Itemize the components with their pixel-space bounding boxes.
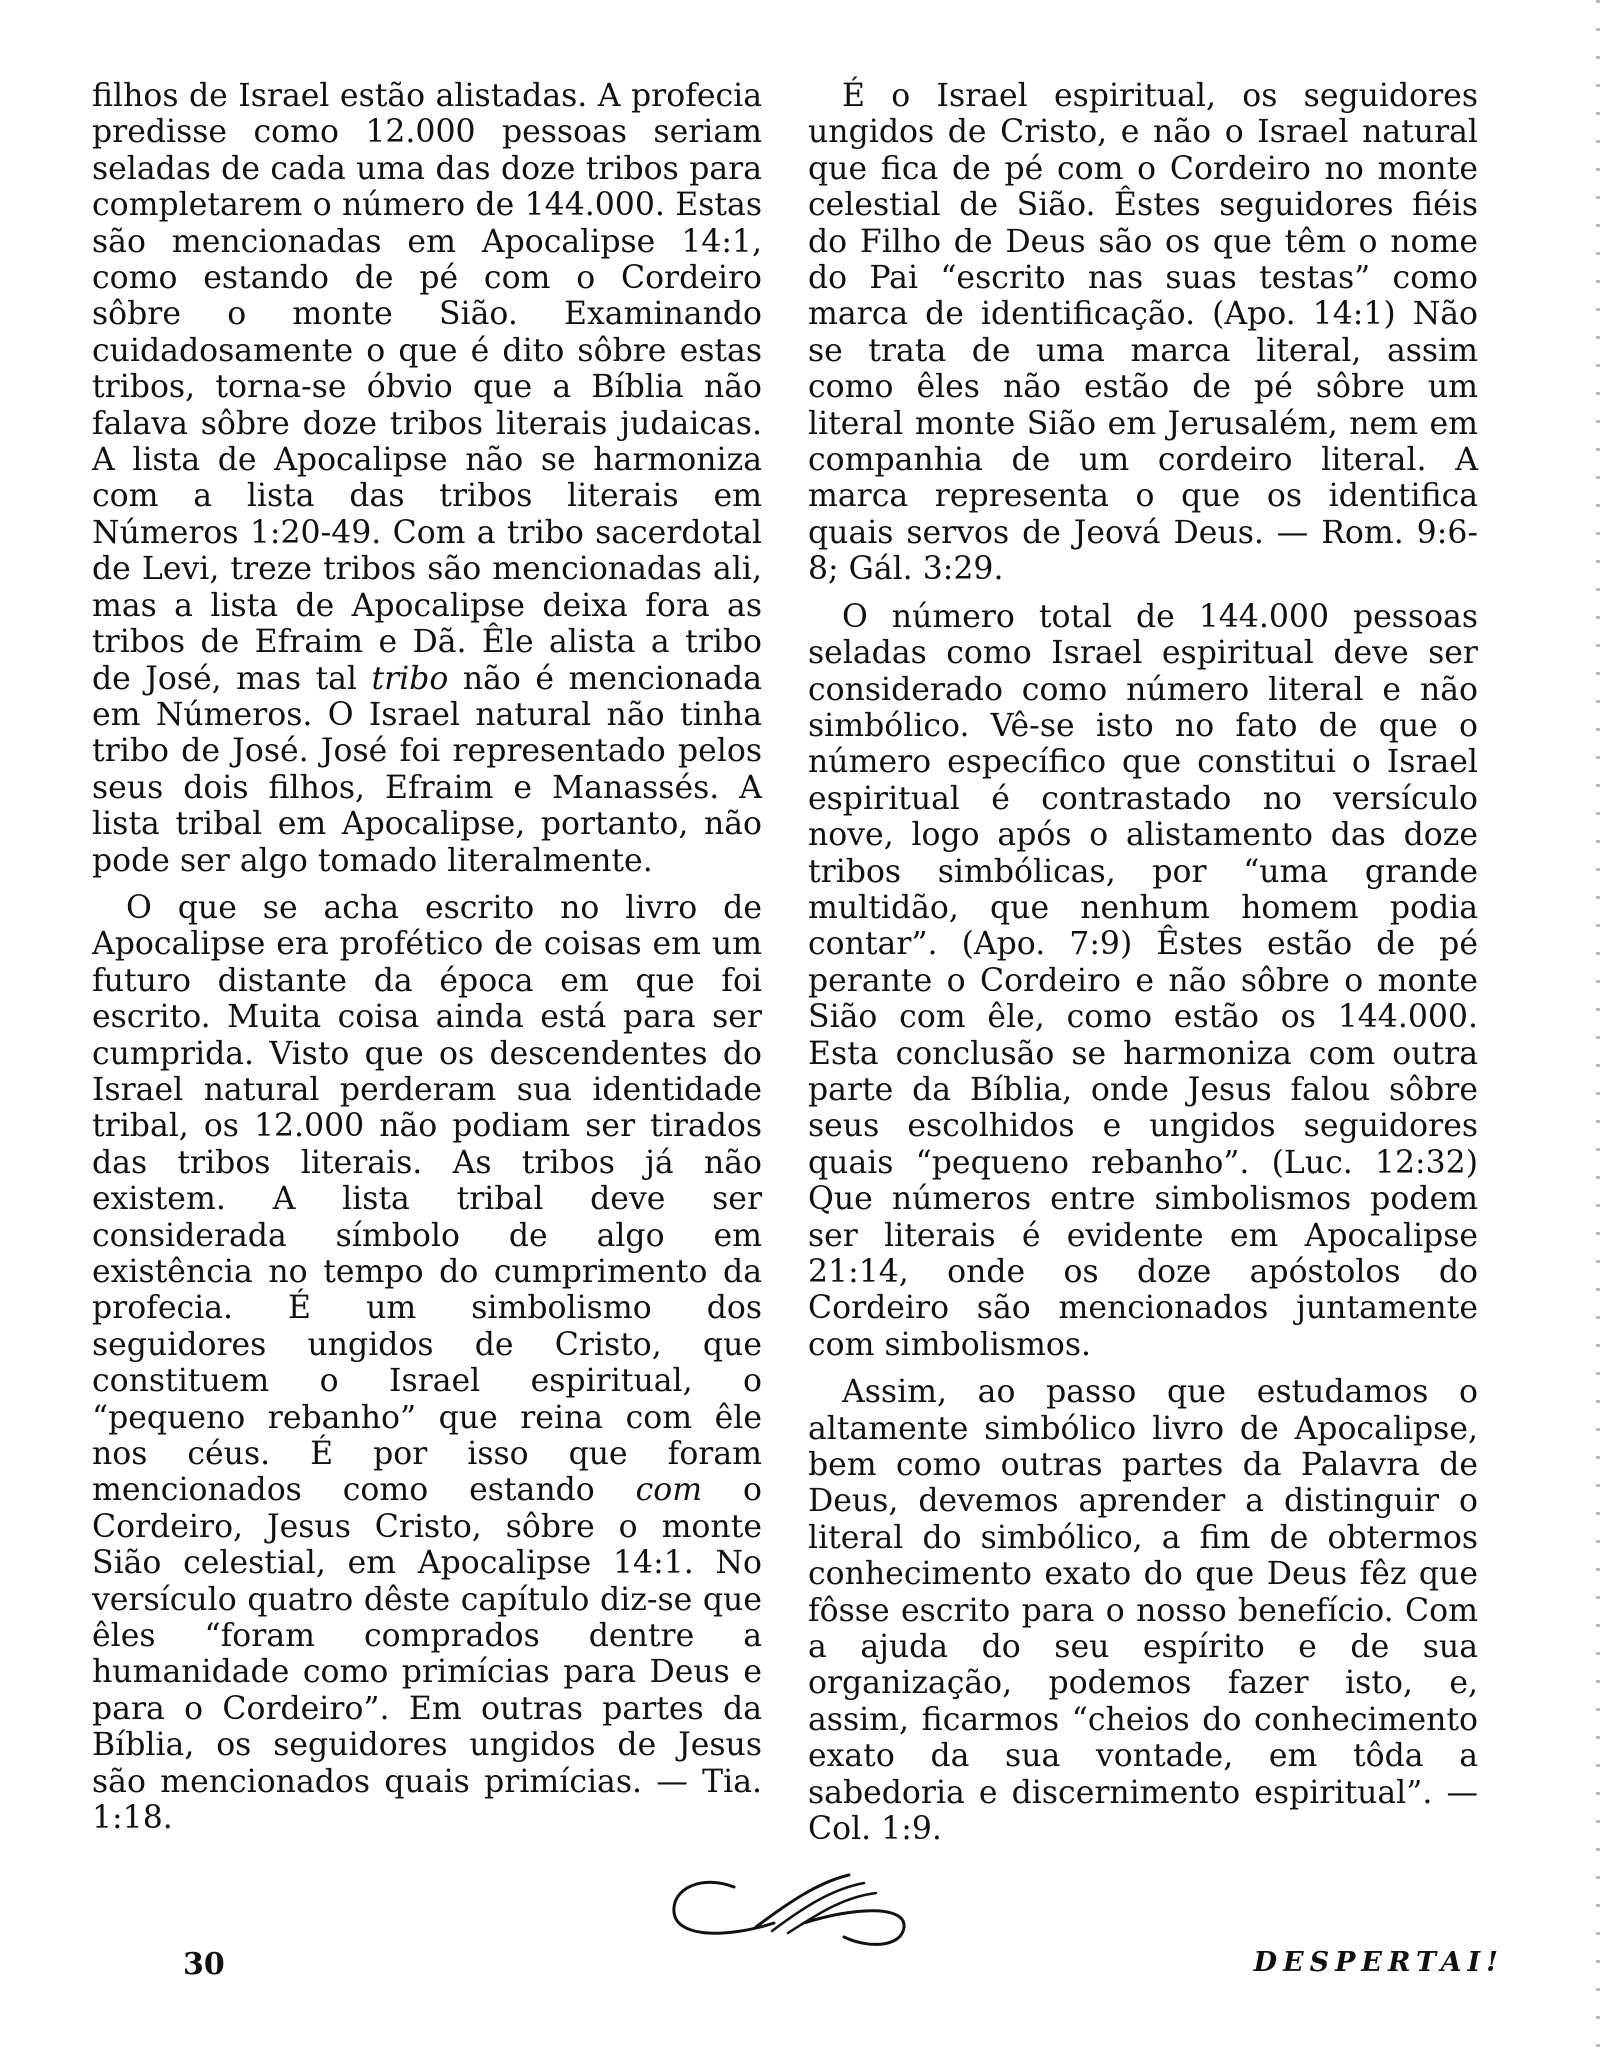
flourish-ornament-icon — [664, 1857, 914, 1953]
left-column — [92, 78, 762, 1848]
text-run: É o Israel espiritual, os seguidores ungidos de Cristo, e não o Israel natural que fica de pé com o Cordeiro no monte celestial de Sião. Êstes seguidores fiéis do Filho de Deus são os que têm o nome do Pai “escrito nas suas testas” como marca de identificação. (Apo. 14:1) Não se trata de uma marca literal, assim como êles não estão de pé sôbre um literal monte Sião em Jerusalém, nem em companhia de um cordeiro literal. A marca representa o que os identifica quais servos de Jeová Deus. — Rom. 9:6-8; Gál. 3:29. — [808, 78, 1478, 588]
scan-edge-marks — [1596, 0, 1600, 2064]
text-run: não é mencionada em Números. O Israel natural não tinha tribo de José. José foi representado pelos seus dois filhos, Efraim e Manassés. A lista tribal em Apocalipse, portanto, não pode ser algo tomado literalmente. — [92, 660, 762, 879]
text-run: o Cordeiro, Jesus Cristo, sôbre o monte Sião celestial, em Apocalipse 14:1. No versículo quatro dêste capítulo diz-se que êles “foram comprados dentre a humanidade como primícias para Deus e para o Cordeiro”. Em outras partes da Bíblia, os seguidores ungidos de Jesus são mencionados quais primícias. — Tia. 1:18. — [92, 1472, 763, 1837]
paragraph — [808, 599, 1478, 1364]
page-number: 30 — [183, 1947, 225, 1982]
paragraph — [92, 890, 762, 1837]
italic-text: com — [635, 1472, 703, 1509]
text-run: filhos de Israel estão alistadas. A profecia predisse como 12.000 pessoas seriam seladas de cada uma das doze tribos para completarem o número de 144.000. Estas são mencionadas em Apocalipse 14:1, como estando de pé com o Cordeiro sôbre o monte Sião. Examinando cuidadosamente o que é dito sôbre estas tribos, torna-se óbvio que a Bíblia não falava sôbre doze tribos literais judaicas. A lista de Apocalipse não se harmoniza com a lista das tribos literais em Números 1:20-49. Com a tribo sacerdotal de Levi, treze tribos são mencionadas ali, mas a lista de Apocalipse deixa fora as tribos de Efraim e Dã. Êle alista a tribo de José, mas tal — [92, 78, 762, 697]
magazine-title: DESPERTAI! — [1253, 1947, 1504, 1978]
text-run: O número total de 144.000 pessoas seladas como Israel espiritual deve ser considerado como número literal e não simbólico. Vê-se isto no fato de que o número específico que constitui o Israel espiritual é contrastado no versículo nove, logo após o alistamento das doze tribos simbólicas, por “uma grande multidão, que nenhum homem podia contar”. (Apo. 7:9) Êstes estão de pé perante o Cordeiro e não sôbre o monte Sião com êle, como estão os 144.000. Esta conclusão se harmoniza com outra parte da Bíblia, onde Jesus falou sôbre seus escolhidos e ungidos seguidores quais “pequeno rebanho”. (Luc. 12:32) Que números entre simbolismos podem ser literais é evidente em Apocalipse 21:14, onde os doze apóstolos do Cordeiro são mencionados juntamente com simbolismos. — [808, 598, 1478, 1363]
right-column — [808, 78, 1478, 1859]
text-run: O que se acha escrito no livro de Apocalipse era profético de coisas em um futuro distante da época em que foi escrito. Muita coisa ainda está para ser cumprida. Visto que os descendentes do Israel natural perderam sua identidade tribal, os 12.000 não podiam ser tirados das tribos literais. As tribos já não existem. A lista tribal deve ser considerada símbolo de algo em existência no tempo do cumprimento da profecia. É um simbolismo dos seguidores ungidos de Cristo, que constituem o Israel espiritual, o “pequeno rebanho” que reina com êle nos céus. É por isso que foram mencionados como estando — [92, 889, 762, 1509]
paragraph — [92, 78, 762, 879]
paragraph — [808, 78, 1478, 588]
paragraph — [808, 1374, 1478, 1847]
italic-text: tribo — [371, 660, 449, 697]
text-run: Assim, ao passo que estudamos o altamente simbólico livro de Apocalipse, bem como outras partes da Palavra de Deus, devemos aprender a distinguir o literal do simbólico, a fim de obtermos conhecimento exato do que Deus fêz que fôsse escrito para o nosso benefício. Com a ajuda do seu espírito e de sua organização, podemos fazer isto, e, assim, ficarmos “cheios do conhecimento exato da sua vontade, em tôda a sabedoria e discernimento espiritual”. — Col. 1:9. — [808, 1374, 1478, 1848]
